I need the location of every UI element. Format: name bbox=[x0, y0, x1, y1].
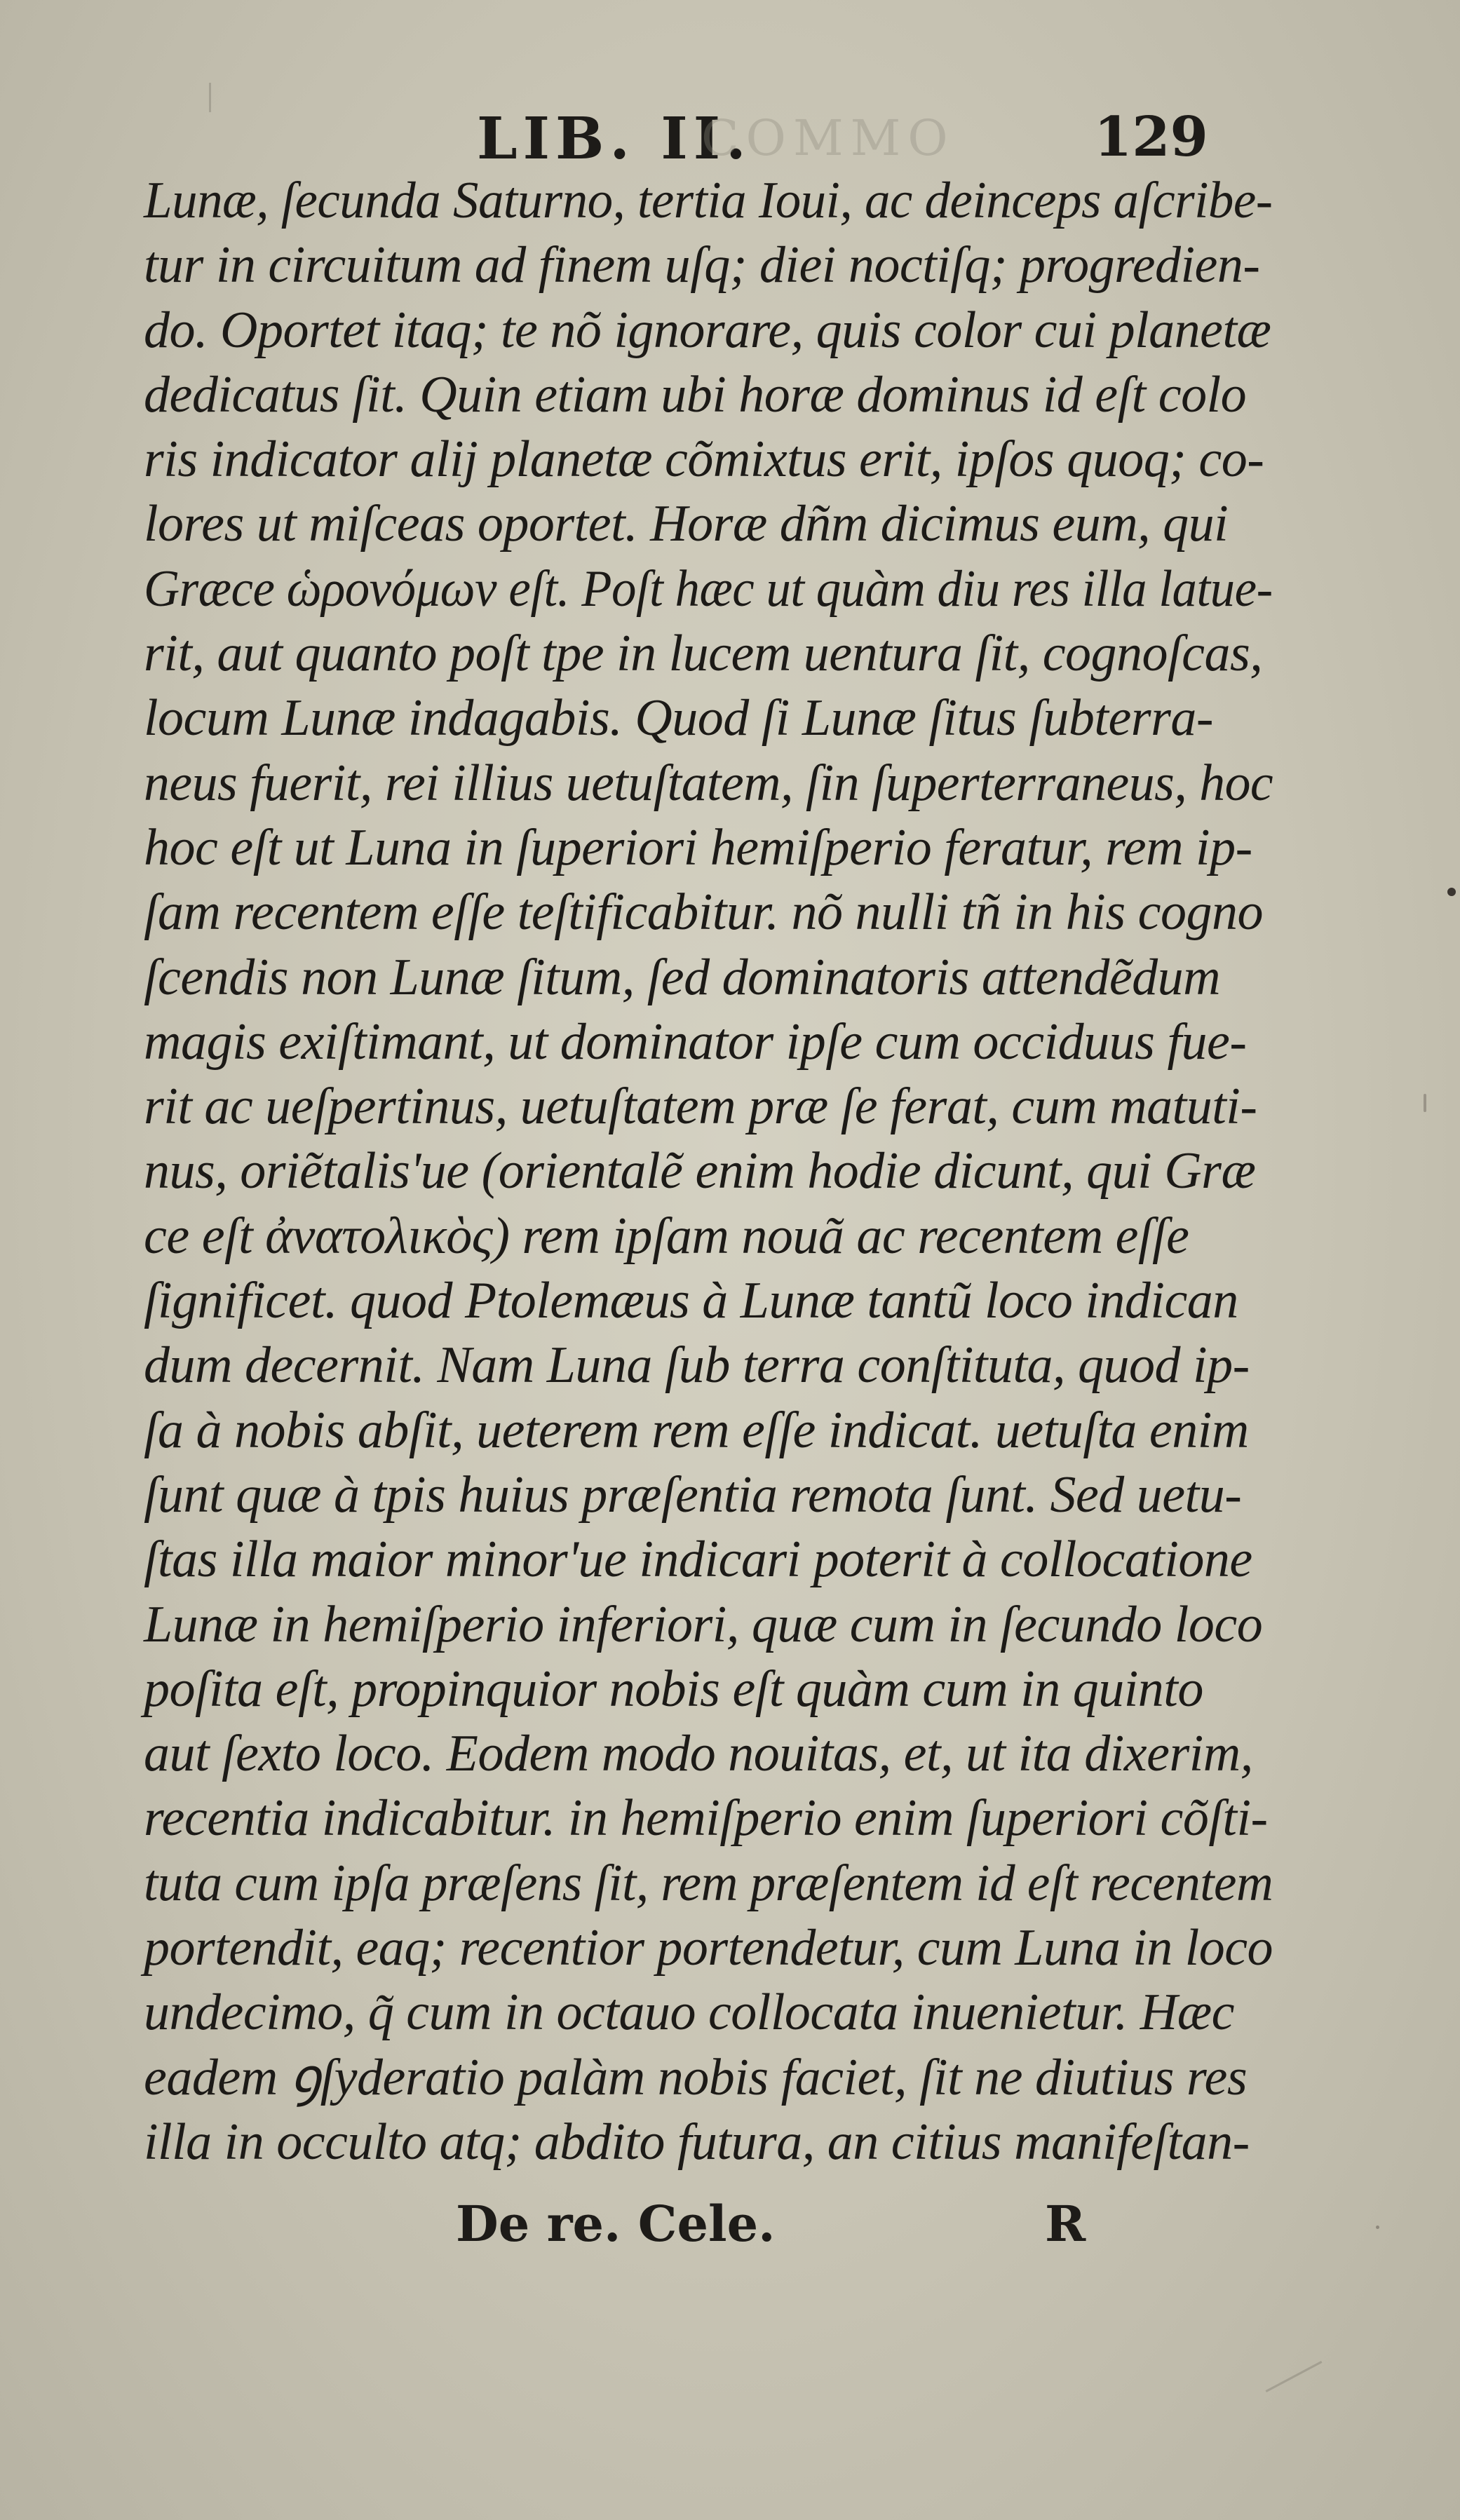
text-line: poſita eſt, propinquior nobis eſt quàm cum in quinto bbox=[144, 1660, 1203, 1718]
ink-speck bbox=[1447, 888, 1456, 896]
text-line: nus, oriẽtalis'ue (orientalẽ enim hodie dicunt, qui Græ bbox=[144, 1142, 1256, 1200]
text-line: ſcendis non Lunæ ſitum, ſed dominatoris attendẽdum bbox=[144, 948, 1221, 1006]
text-line: hoc eſt ut Luna in ſuperiori hemiſperio feratur, rem ip- bbox=[144, 818, 1252, 876]
text-block bbox=[144, 168, 1273, 2174]
text-line: ſam recentem eſſe teſtificabitur. nõ nulli tñ in his cogno bbox=[144, 883, 1264, 942]
ink-speck bbox=[1424, 1094, 1426, 1112]
text-line: tur in circuitum ad finem uſq; diei noctiſq; progredien- bbox=[144, 236, 1260, 294]
text-line: Lunæ, ſecunda Saturno, tertia Ioui, ac deinceps aſcribe- bbox=[144, 172, 1273, 229]
text-line: magis exiſtimant, ut dominator ipſe cum occiduus fue- bbox=[144, 1012, 1247, 1071]
text-line: do. Oportet itaq; te nõ ignorare, quis color cui planetæ bbox=[144, 301, 1271, 359]
signature-title: De re. Cele. bbox=[456, 2195, 776, 2253]
text-line: ſtas illa maior minor'ue indicari poterit à collocatione bbox=[144, 1531, 1252, 1589]
text-line: dum decernit. Nam Luna ſub terra conſtituta, quod ip- bbox=[144, 1336, 1250, 1395]
text-line: Lunæ in hemiſperio inferiori, quæ cum in ſecundo loco bbox=[144, 1595, 1263, 1653]
text-line: illa in occulto atq; abdito futura, an citius manifeſtan- bbox=[144, 2113, 1250, 2171]
text-line: Græce ὡρονόμων eſt. Poſt hæc ut quàm diu res illa latue- bbox=[144, 560, 1273, 618]
text-line: tuta cum ipſa præſens ſit, rem præſentem id eſt recentem bbox=[144, 1854, 1273, 1912]
book-number: LIB. II. bbox=[477, 105, 752, 172]
folio-number: 129 bbox=[1094, 105, 1208, 169]
ink-speck bbox=[1376, 2226, 1379, 2229]
bleed-through-text: COMMO bbox=[701, 109, 955, 167]
text-line: neus fuerit, rei illius uetuſtatem, ſin ſuperterraneus, hoc bbox=[144, 754, 1273, 812]
text-line: rit ac ueſpertinus, uetuſtatem præ ſe ferat, cum matuti- bbox=[144, 1078, 1257, 1136]
text-line: ſignificet. quod Ptolemæus à Lunæ tantũ loco indican bbox=[144, 1272, 1238, 1330]
text-line: ſa à nobis abſit, ueterem rem eſſe indicat. uetuſta enim bbox=[144, 1401, 1249, 1459]
text-line: recentia indicabitur. in hemiſperio enim ſuperiori cõſti- bbox=[144, 1789, 1268, 1848]
text-line: undecimo, q̃ cum in octauo collocata inuenietur. Hæc bbox=[144, 1984, 1234, 2042]
text-line: dedicatus ſit. Quin etiam ubi horæ dominus id eſt colo bbox=[144, 365, 1247, 424]
text-line: eadem ꝯſyderatio palàm nobis faciet, ſit ne diutius res bbox=[144, 2048, 1248, 2106]
page-footer bbox=[0, 2195, 1460, 2265]
text-line: portendit, eaq; recentior portendetur, cum Luna in loco bbox=[144, 1919, 1273, 1977]
text-line: ce eſt ἀνατολικὸς) rem ipſam nouã ac recentem eſſe bbox=[144, 1207, 1189, 1265]
text-line: rit, aut quanto poſt tpe in lucem uentura ſit, cognoſcas, bbox=[144, 625, 1263, 683]
text-line: ris indicator alij planetæ cõmixtus erit, ipſos quoq; co- bbox=[144, 431, 1264, 489]
text-line: locum Lunæ indagabis. Quod ſi Lunæ ſitus ſubterra- bbox=[144, 689, 1214, 747]
paper-scratch bbox=[1266, 2361, 1323, 2392]
text-line: aut ſexto loco. Eodem modo nouitas, et, ut ita dixerim, bbox=[144, 1725, 1253, 1783]
text-line: ſunt quæ à tpis huius præſentia remota ſunt. Sed uetu- bbox=[144, 1465, 1242, 1524]
text-line: lores ut miſceas oportet. Horæ dñm dicimus eum, qui bbox=[144, 495, 1229, 553]
quire-mark: R bbox=[1045, 2195, 1086, 2253]
